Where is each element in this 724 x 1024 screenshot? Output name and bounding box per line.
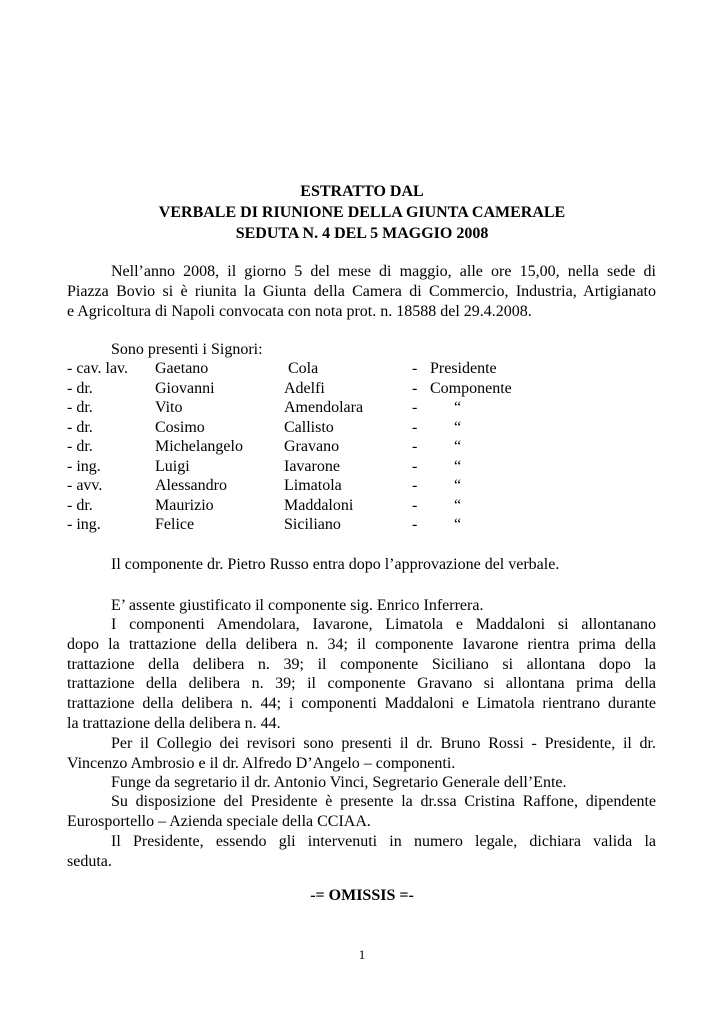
departures-line-4: trattazione della delibera n. 39; il componente Gravano si allontana prima della	[67, 675, 656, 693]
header-line-2: VERBALE DI RIUNIONE DELLA GIUNTA CAMERALE	[158, 204, 566, 221]
member-role: Presidente	[430, 360, 497, 377]
member-role-ditto: “	[454, 477, 462, 494]
disposizione-line-2: Eurosportello – Azienda speciale della CCIAA.	[67, 812, 371, 830]
departures-line-2: dopo la trattazione della delibera n. 34; il componente Iavarone rientra prima della	[67, 635, 656, 653]
late-entry-text: Il componente dr. Pietro Russo entra dopo l’approvazione del verbale.	[111, 556, 560, 573]
member-dash: -	[412, 438, 418, 455]
presenti-label-text: Sono presenti i Signori:	[111, 341, 263, 358]
member-last-name: Maddaloni	[284, 497, 354, 514]
member-role: Componente	[430, 380, 512, 397]
member-first-name: Luigi	[155, 458, 190, 475]
member-role-ditto: “	[454, 438, 462, 455]
omissis-marker: -= OMISSIS =-	[310, 887, 414, 904]
page-number: 1	[358, 947, 366, 962]
member-title: - dr.	[67, 438, 93, 455]
member-first-name: Maurizio	[155, 497, 214, 514]
document-header	[0, 181, 724, 244]
member-role-ditto: “	[454, 516, 462, 533]
member-first-name: Alessandro	[155, 477, 227, 494]
member-dash: -	[412, 516, 418, 533]
departures-line-3: trattazione della delibera n. 39; il componente Siciliano si allontana dopo la	[67, 655, 656, 673]
member-last-name: Amendolara	[284, 399, 364, 416]
member-last-name: Adelfi	[284, 380, 325, 397]
member-last-name: Cola	[288, 360, 319, 377]
member-first-name: Giovanni	[155, 380, 215, 397]
validita-paragraph	[67, 832, 656, 872]
absence-paragraph	[67, 596, 656, 616]
revisori-paragraph	[67, 734, 656, 774]
member-first-name: Vito	[155, 399, 183, 416]
disposizione-line-1: Su disposizione del Presidente è presente la dr.ssa Cristina Raffone, dipendente	[111, 793, 656, 810]
member-last-name: Limatola	[284, 477, 342, 494]
departures-paragraph	[67, 615, 656, 734]
header-line-3: SEDUTA N. 4 DEL 5 MAGGIO 2008	[235, 225, 489, 242]
revisori-line-2: Vincenzo Ambrosio e il dr. Alfredo D’Angelo – componenti.	[67, 754, 456, 772]
member-role-ditto: “	[454, 399, 462, 416]
member-dash: -	[412, 360, 418, 377]
member-dash: -	[412, 419, 418, 436]
validita-line-2: seduta.	[67, 852, 112, 870]
header-line-1: ESTRATTO DAL	[300, 183, 424, 200]
departures-line-6: la trattazione della delibera n. 44.	[67, 714, 281, 732]
member-dash: -	[412, 477, 418, 494]
member-first-name: Felice	[155, 516, 195, 533]
member-dash: -	[412, 399, 418, 416]
late-entry-paragraph	[67, 555, 656, 575]
member-role-ditto: “	[454, 419, 462, 436]
member-role-ditto: “	[454, 458, 462, 475]
member-first-name: Cosimo	[155, 419, 205, 436]
intro-line-2: Piazza Bovio si è riunita la Giunta della Camera di Commercio, Industria, Artigianato	[67, 282, 656, 300]
member-dash: -	[412, 497, 418, 514]
member-title: - ing.	[67, 458, 101, 475]
revisori-line-1: Per il Collegio dei revisori sono presenti il dr. Bruno Rossi - Presidente, il dr.	[111, 735, 656, 752]
departures-line-5: trattazione della delibera n. 44; i componenti Maddaloni e Limatola rientrano durante	[67, 695, 656, 713]
member-last-name: Callisto	[284, 419, 334, 436]
member-title: - dr.	[67, 419, 93, 436]
absent-text: E’ assente giustificato il componente sig. Enrico Inferrera.	[111, 597, 484, 614]
segretario-paragraph	[67, 773, 656, 793]
member-title: - avv.	[67, 477, 103, 494]
departures-line-1: I componenti Amendolara, Iavarone, Limatola e Maddaloni si allontanano	[111, 616, 656, 633]
member-first-name: Michelangelo	[155, 438, 243, 455]
intro-paragraph	[67, 262, 656, 321]
presenti-label	[67, 340, 656, 360]
member-dash: -	[412, 380, 418, 397]
member-last-name: Gravano	[284, 438, 340, 455]
member-last-name: Siciliano	[284, 516, 341, 533]
member-title: - cav. lav.	[67, 360, 128, 377]
member-role-ditto: “	[454, 497, 462, 514]
member-title: - dr.	[67, 380, 93, 397]
disposizione-paragraph	[67, 792, 656, 832]
member-title: - ing.	[67, 516, 101, 533]
member-last-name: Iavarone	[284, 458, 340, 475]
intro-line-3: e Agricoltura di Napoli convocata con nota prot. n. 18588 del 29.4.2008.	[67, 302, 532, 320]
member-dash: -	[412, 458, 418, 475]
intro-line-1: Nell’anno 2008, il giorno 5 del mese di maggio, alle ore 15,00, nella sede di	[111, 263, 656, 280]
segretario-text: Funge da segretario il dr. Antonio Vinci, Segretario Generale dell’Ente.	[111, 774, 567, 791]
validita-line-1: Il Presidente, essendo gli intervenuti in numero legale, dichiara valida la	[111, 833, 656, 850]
member-first-name: Gaetano	[155, 360, 209, 377]
member-title: - dr.	[67, 399, 93, 416]
member-title: - dr.	[67, 497, 93, 514]
